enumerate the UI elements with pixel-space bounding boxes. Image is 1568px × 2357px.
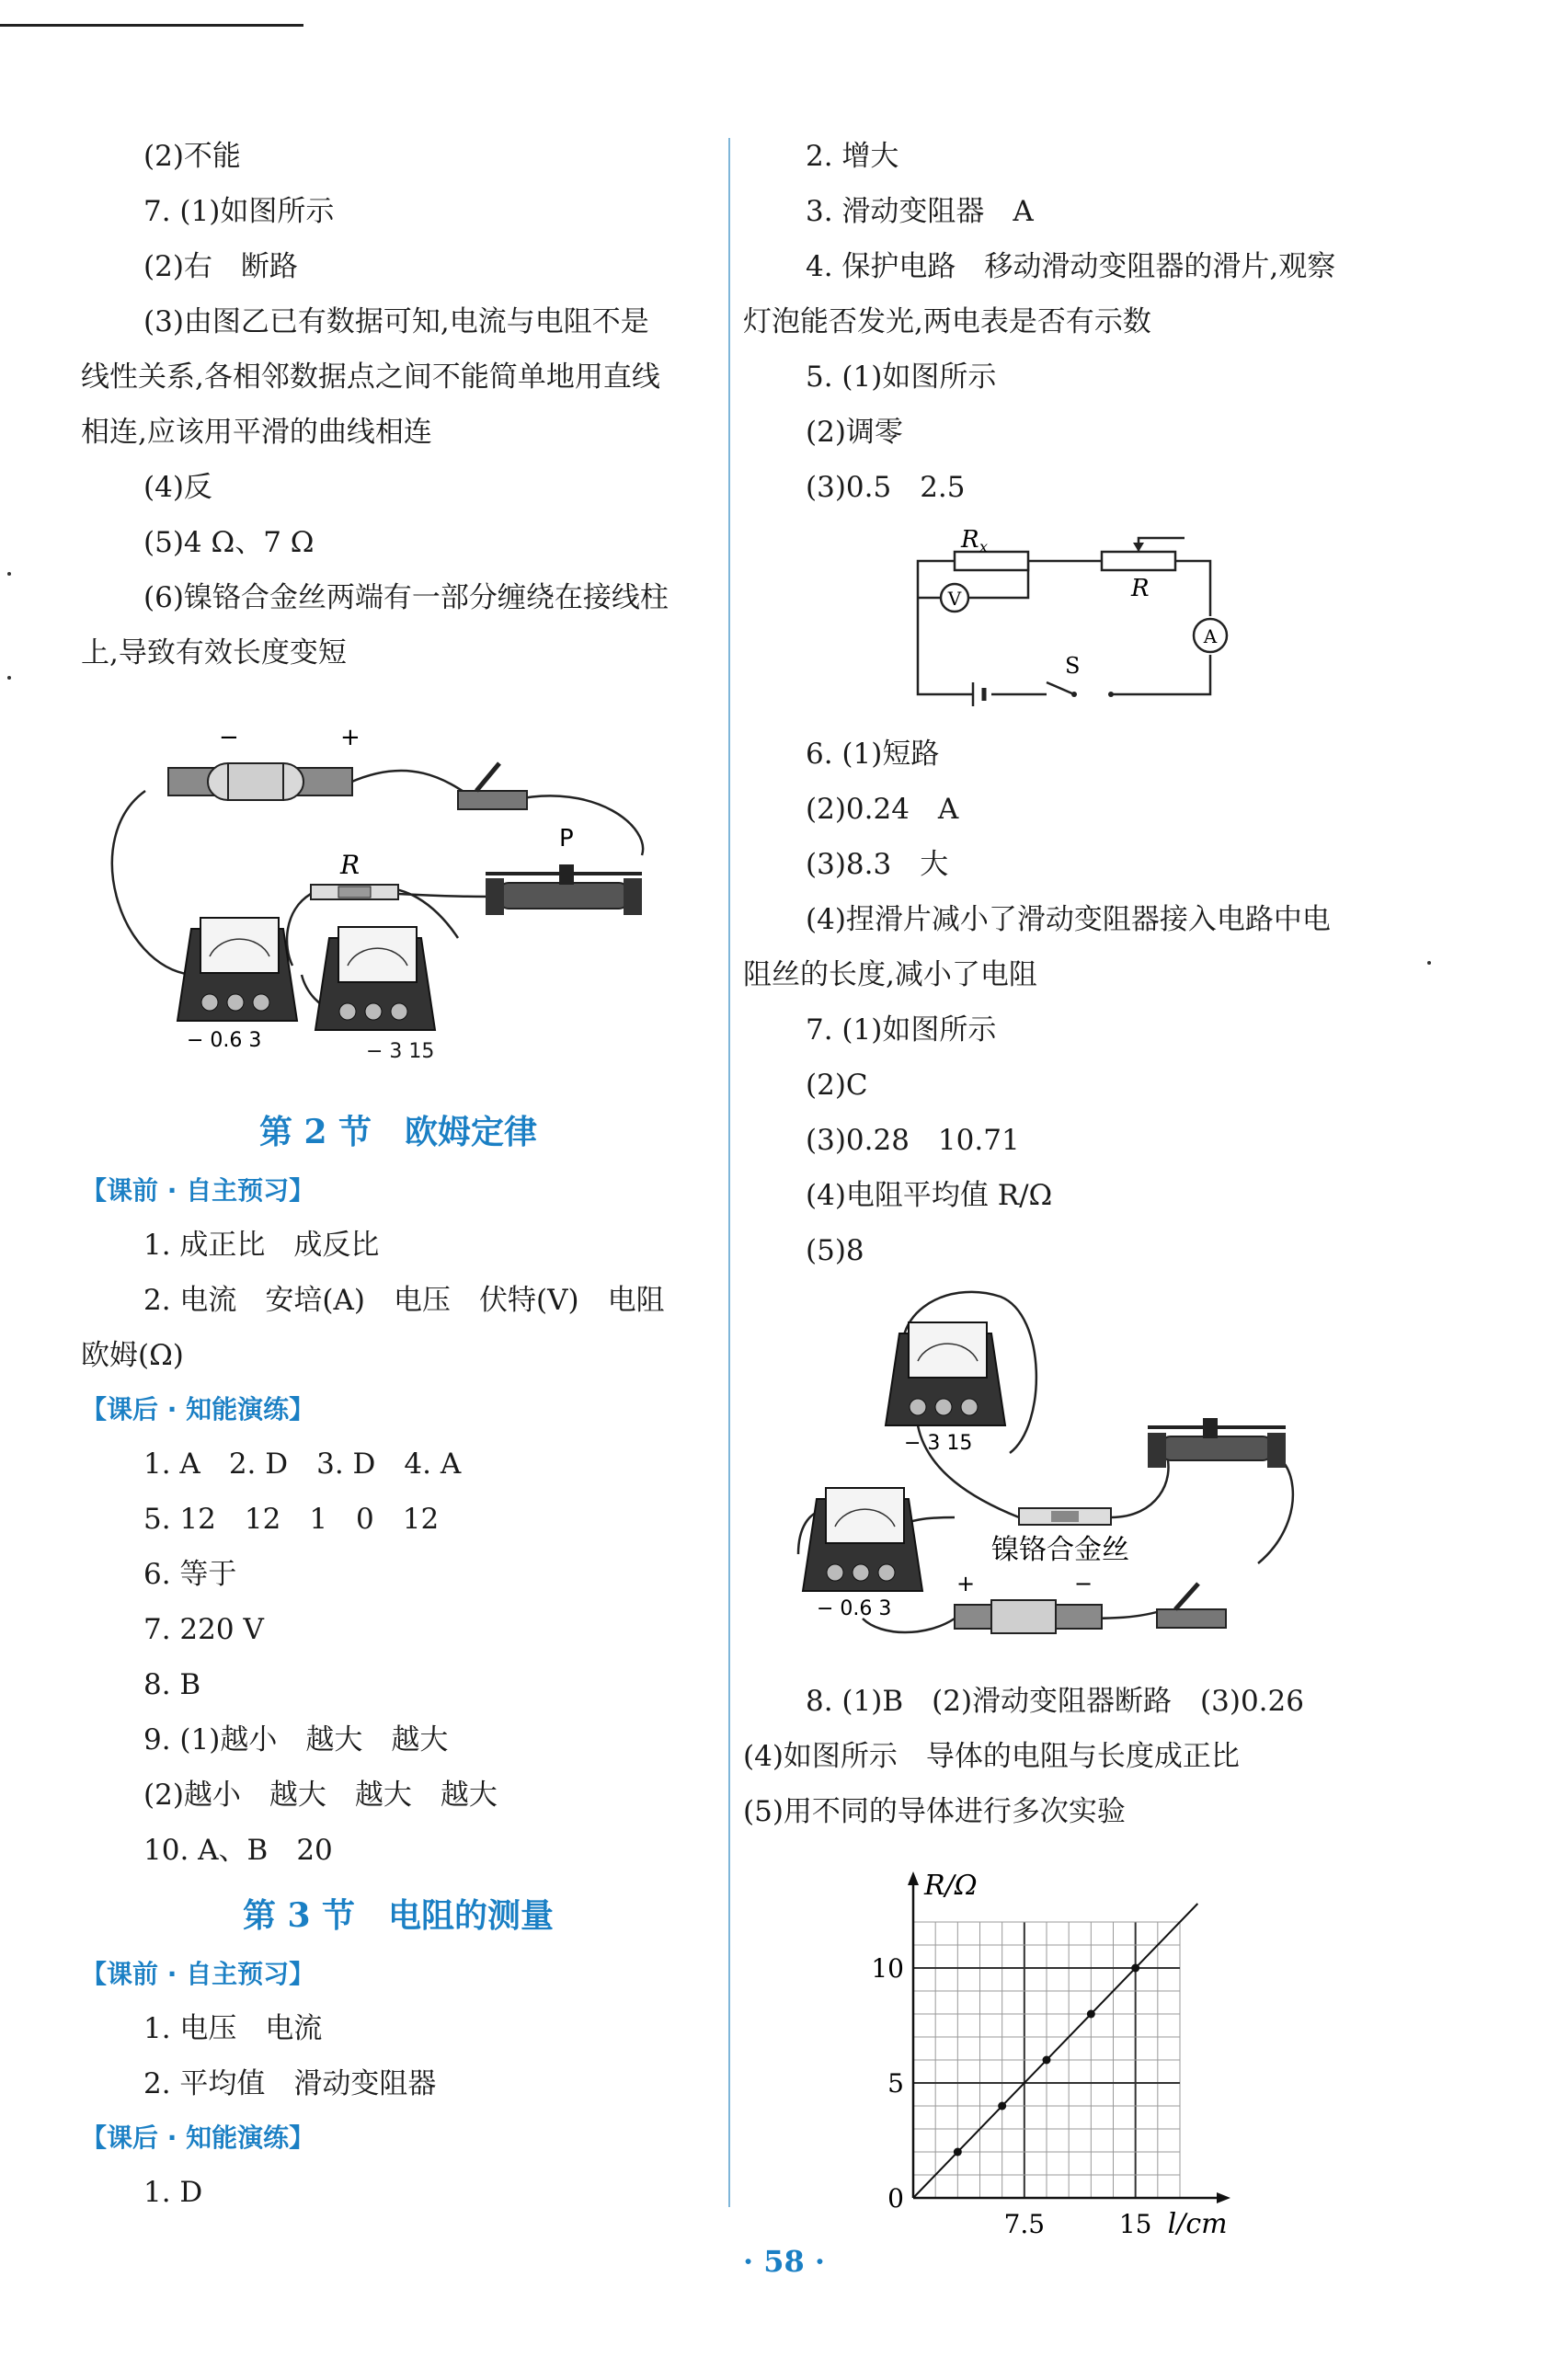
answer-line: 7. (1)如图所示 xyxy=(143,195,335,228)
circuit-figure-1 xyxy=(81,699,715,1048)
answer-line: (4)反 xyxy=(143,471,212,504)
x-tick-label: 15 xyxy=(1118,2209,1152,2235)
rheostat-icon xyxy=(486,825,642,915)
answer-line: (4)电阻平均值 R/Ω xyxy=(806,1179,1053,1212)
answer-line: 5. (1)如图所示 xyxy=(806,360,997,394)
right-column xyxy=(743,129,1414,2235)
data-point xyxy=(998,2102,1006,2111)
rx-subscript: x xyxy=(979,538,989,555)
answer-line: (2)越小 越大 越大 越大 xyxy=(143,1779,498,1812)
voltmeter-letter: V xyxy=(947,588,962,610)
answer-line: (6)镍铬合金丝两端有一部分缠绕在接线柱 xyxy=(143,581,669,614)
margin-dot xyxy=(7,676,11,680)
answer-line: 上,导致有效长度变短 xyxy=(81,636,347,669)
margin-dot xyxy=(1427,961,1431,965)
answer-line: 灯泡能否发光,两电表是否有示数 xyxy=(743,305,1151,338)
column-divider xyxy=(728,138,730,2207)
x-axis-label: l/cm xyxy=(1167,2208,1228,2235)
data-point xyxy=(1087,2010,1095,2019)
battery-icon xyxy=(955,1571,1102,1633)
answer-line: (3)由图乙已有数据可知,电流与电阻不是 xyxy=(143,305,649,338)
answer-line: (2)C xyxy=(806,1069,868,1102)
switch-icon xyxy=(458,763,527,809)
y-tick-label: 0 xyxy=(887,2183,904,2214)
left-answers-a xyxy=(81,129,715,681)
y-tick-label: 5 xyxy=(887,2068,904,2099)
answer-line: 2. 电流 安培(A) 电压 伏特(V) 电阻 xyxy=(143,1284,665,1317)
x-axis-arrow xyxy=(1217,2192,1230,2203)
answer-line: 3. 滑动变阻器 A xyxy=(806,195,1034,228)
ammeter-terminals-label: − 0.6 3 xyxy=(817,1597,892,1620)
answer-line: (4)捏滑片减小了滑动变阻器接入电路中电 xyxy=(806,903,1331,936)
battery-minus-label: − xyxy=(1074,1571,1093,1596)
rheostat-icon xyxy=(1148,1418,1286,1468)
answer-line: 6. 等于 xyxy=(143,1558,237,1591)
data-point xyxy=(1043,2056,1051,2065)
ammeter-icon xyxy=(177,918,297,1048)
answer-line: 1. D xyxy=(143,2176,203,2209)
answer-line: (3)0.28 10.71 xyxy=(806,1124,1020,1157)
post-class-tag: 【课后 · 知能演练】 xyxy=(81,1394,315,1424)
battery-plus-label: + xyxy=(956,1571,976,1596)
answer-line: 2. 增大 xyxy=(806,140,899,173)
top-rule xyxy=(0,24,303,27)
answer-line: 2. 平均值 滑动变阻器 xyxy=(143,2067,437,2100)
voltmeter-terminals-label: − 3 15 xyxy=(904,1432,973,1455)
answer-line: 7. (1)如图所示 xyxy=(806,1013,997,1047)
battery-icon xyxy=(168,724,361,800)
y-tick-label: 10 xyxy=(871,1953,904,1984)
resistor-r-label: R xyxy=(340,850,361,880)
circuit-figure-2 xyxy=(743,1287,1414,1655)
answer-line: 1. 电压 电流 xyxy=(143,2012,323,2045)
switch-icon xyxy=(1157,1584,1226,1628)
left-column xyxy=(81,129,715,2220)
ammeter-letter: A xyxy=(1203,625,1218,647)
ammeter-icon xyxy=(803,1488,922,1620)
resistor-rx-symbol xyxy=(955,552,1028,570)
answer-line: 8. (1)B (2)滑动变阻器断路 (3)0.26 xyxy=(806,1685,1304,1718)
battery-minus-label: − xyxy=(219,724,239,751)
battery-plus-label: + xyxy=(340,724,361,751)
r-label: R xyxy=(1131,575,1150,602)
margin-dot xyxy=(7,572,11,576)
answer-line: (2)右 断路 xyxy=(143,250,298,283)
resistor-r-icon xyxy=(311,850,398,899)
ammeter-terminals-label: − 0.6 3 xyxy=(187,1029,262,1048)
pre-class-tag: 【课前 · 自主预习】 xyxy=(81,1175,315,1206)
x-tick-label: 7.5 xyxy=(1003,2209,1046,2235)
answer-line: (3)0.5 2.5 xyxy=(806,471,966,504)
rx-label: R xyxy=(961,526,979,554)
answer-line: (2)不能 xyxy=(143,140,241,173)
resistance-length-chart xyxy=(743,1848,1414,2235)
voltmeter-icon xyxy=(315,927,435,1030)
answer-line: (4)如图所示 导体的电阻与长度成正比 xyxy=(743,1740,1240,1773)
voltmeter-terminals-label: − 3 15 xyxy=(366,1040,435,1063)
rheostat-symbol xyxy=(1102,552,1175,570)
data-point xyxy=(954,2148,962,2157)
answer-line: (5)8 xyxy=(806,1234,864,1267)
answer-line: (2)调零 xyxy=(806,416,903,449)
answer-line: 相连,应该用平滑的曲线相连 xyxy=(81,416,432,449)
section-3-title: 第 3 节 电阻的测量 xyxy=(242,1896,555,1935)
section-2-title: 第 2 节 欧姆定律 xyxy=(258,1113,538,1151)
post-class-tag: 【课后 · 知能演练】 xyxy=(81,2122,315,2153)
answer-line: 8. B xyxy=(143,1668,201,1701)
nichrome-wire-label: 镍铬合金丝 xyxy=(991,1534,1129,1566)
slider-p-label: P xyxy=(559,825,574,852)
answer-line: 4. 保护电路 移动滑动变阻器的滑片,观察 xyxy=(806,250,1336,283)
page-number: · 58 · xyxy=(742,2244,826,2279)
answer-line: 1. 成正比 成反比 xyxy=(143,1229,380,1262)
y-axis-arrow xyxy=(908,1871,919,1885)
answer-line: (5)4 Ω、7 Ω xyxy=(143,526,315,559)
answer-line: 7. 220 V xyxy=(143,1613,264,1646)
answer-line: 10. A、B 20 xyxy=(143,1834,333,1867)
answer-line: 阻丝的长度,减小了电阻 xyxy=(743,958,1037,991)
circuit-diagram xyxy=(743,524,1414,708)
answer-line: 5. 12 12 1 0 12 xyxy=(143,1503,440,1536)
voltmeter-icon xyxy=(886,1322,1005,1455)
nichrome-wire-icon xyxy=(991,1508,1129,1566)
y-axis-label: R/Ω xyxy=(924,1870,978,1902)
answer-line: 6. (1)短路 xyxy=(806,738,940,771)
answer-line: 9. (1)越小 越大 越大 xyxy=(143,1723,449,1756)
pre-class-tag: 【课前 · 自主预习】 xyxy=(81,1959,315,1989)
answer-line: 1. A 2. D 3. D 4. A xyxy=(143,1447,462,1481)
answer-line: 欧姆(Ω) xyxy=(81,1339,184,1372)
switch-s-label: S xyxy=(1065,653,1081,679)
answer-line: (5)用不同的导体进行多次实验 xyxy=(743,1795,1126,1828)
answer-line: (3)8.3 大 xyxy=(806,848,949,881)
data-point xyxy=(1131,1964,1139,1973)
answer-line: (2)0.24 A xyxy=(806,793,959,826)
answer-line: 线性关系,各相邻数据点之间不能简单地用直线 xyxy=(81,360,660,394)
